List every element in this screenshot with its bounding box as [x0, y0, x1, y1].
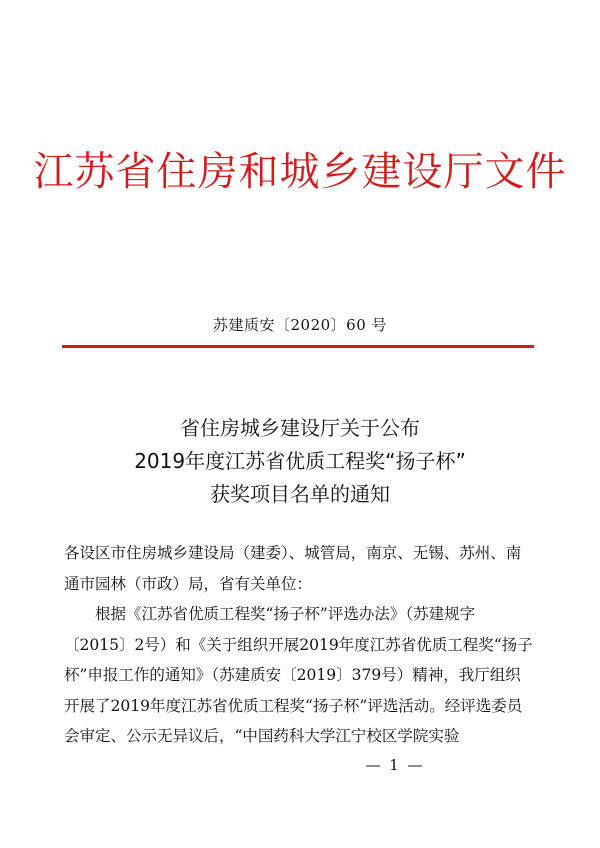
- notice-title-line-3: 获奖项目名单的通知: [210, 482, 390, 506]
- page-number: — 1 —: [365, 756, 425, 774]
- red-divider-line: [62, 345, 534, 348]
- body-paragraph-1: 根据《江苏省优质工程奖“扬子杯”评选办法》（苏建规字〔2015〕2号）和《关于组织开展2019年度江苏省优质工程奖“扬子杯”申报工作的通知》（苏建质安〔2019〕379号）精神，我厅组织开展了2019年度江苏省优质工程奖“扬子杯”评选活动。经评选委员会审定、公示无异议后，“中国药科大学江宁校区学院实验: [64, 605, 533, 745]
- addressee-paragraph: 各设区市住房城乡建设局（建委）、城管局，南京、无锡、苏州、南通市园林（市政）局，省有关单位：: [64, 544, 522, 593]
- document-body: [64, 538, 536, 752]
- notice-title-line-1: 省住房城乡建设厅关于公布: [180, 416, 420, 440]
- document-header-title: 江苏省住房和城乡建设厅文件: [33, 149, 567, 195]
- document-number: 苏建质安〔2020〕60 号: [212, 316, 388, 334]
- notice-title-line-2: 2019年度江苏省优质工程奖“扬子杯”: [134, 449, 466, 473]
- notice-title: [0, 412, 600, 511]
